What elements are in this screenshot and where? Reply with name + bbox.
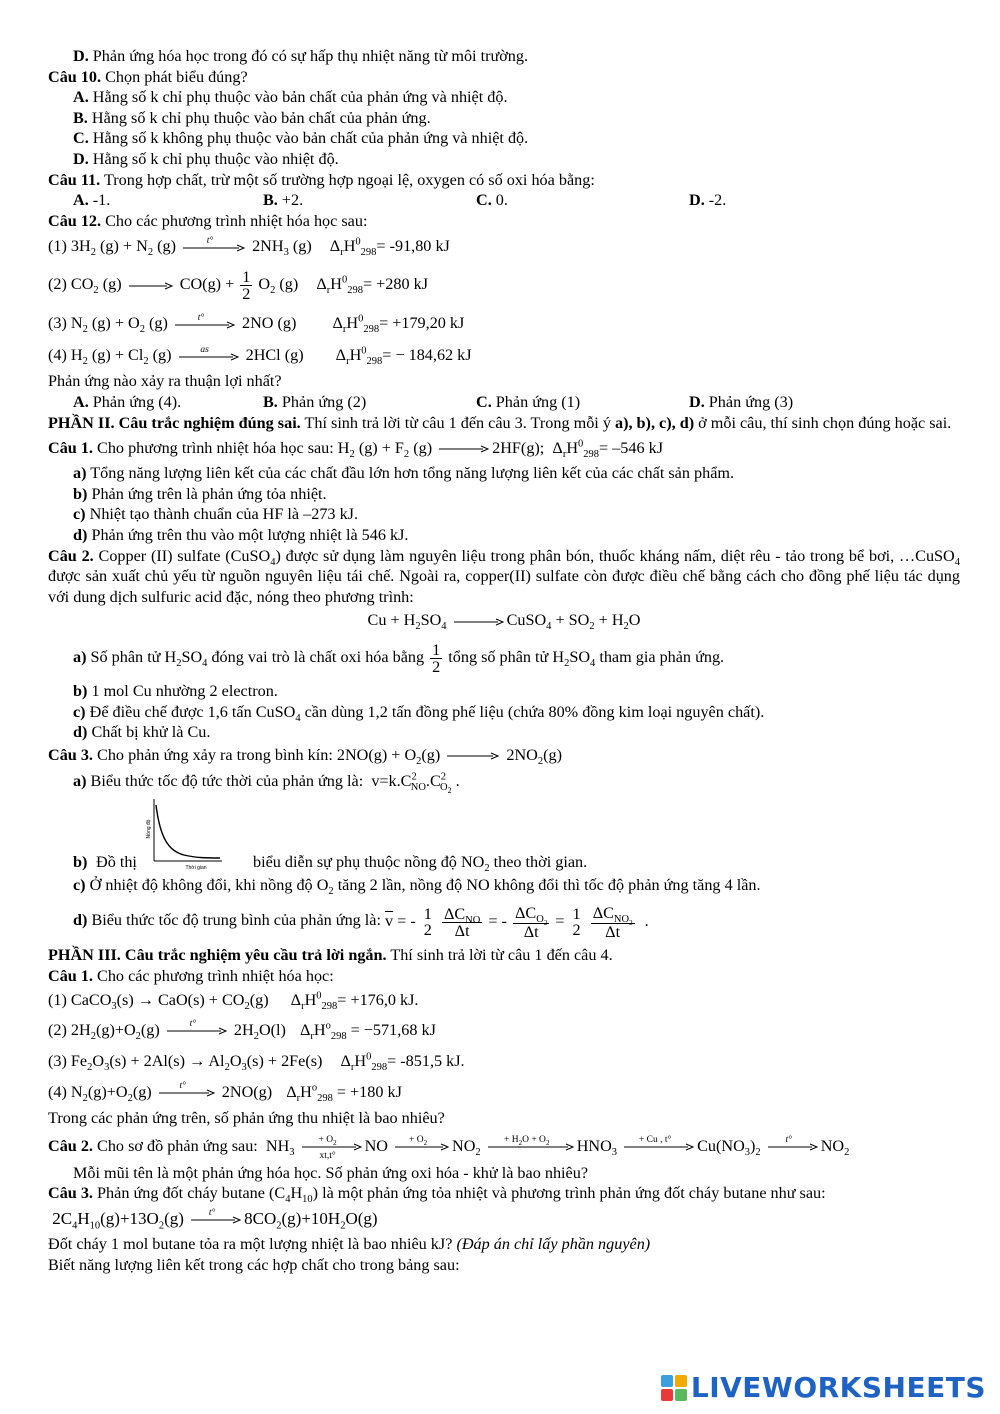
p3-q3-note: Biết năng lượng liên kết trong các hợp chất cho trong bảng sau: — [48, 1255, 460, 1274]
q12-equation-3: (3) $N_2$ $(g) + O_2$ (g) t° 2NO (g) $\Delta_rH^0_{298}= +179,20$ kJ — [48, 312, 465, 336]
graph-x-label: Thời gian — [185, 865, 207, 872]
q10-option-b[interactable]: B. Hằng số k chỉ phụ thuộc vào bản chất của phản ứng. — [73, 108, 431, 127]
q12-stem: Câu 12. Cho các phương trình nhiệt hóa học sau: — [48, 211, 368, 230]
arrow-icon: t° — [191, 1215, 241, 1225]
p2-q1-c[interactable]: c) Nhiệt tạo thành chuẩn của HF là –273 kJ. — [73, 505, 359, 524]
arrow-icon — [439, 444, 489, 454]
concentration-graph — [144, 795, 224, 873]
arrow-icon — [129, 281, 173, 291]
p3-q3-equation: $2C_4H_{10}(g)+13O_2(g)$ t° $8CO_2(g)+10H_2O(g)$ — [52, 1208, 378, 1232]
arrow-icon: t° — [159, 1088, 215, 1098]
p3-q1-eq2: (2) $2H_2(g)+O_2(g)$ t° $2H_2O(l) \Delta_rH^o_{298} = -571,68$ kJ — [48, 1019, 436, 1043]
brand-text: LIVEWORKSHEETS — [690, 1371, 986, 1404]
arrow-icon: t° — [167, 1026, 227, 1036]
liveworksheets-logo — [661, 1371, 986, 1404]
p2-q2-c[interactable]: c) Để điều chế được 1,6 tấn CuSO$_4$ cần dùng 1,2 tấn đồng phế liệu (chứa 80% đồng kim loại nguyên chất). — [73, 702, 765, 725]
p2-q2-stem: Câu 2. Copper (II) sulfate (CuSO$_4$) được sử dụng làm nguyên liệu trong phân bón, thuốc kháng nấm, diệt rêu - tảo trong bể bơi, …CuSO$_4$ được sản xuất chủ yếu từ nguồn nguyên liệu tái chế. Ngoài ra, copper(II) sulfate còn được điều chế bằng cách cho đồng phế liệu tác dụng với dung dịch sulfuric acid đặc, nóng theo phương trình: — [48, 546, 960, 606]
p3-q2-question: Mỗi mũi tên là một phản ứng hóa học. Số phản ứng oxi hóa - khử là bao nhiêu? — [73, 1163, 589, 1182]
p2-q1-d[interactable]: d) Phản ứng trên thu vào một lượng nhiệt là 546 kJ. — [73, 525, 409, 544]
q12-options — [48, 392, 960, 413]
p2-q1-stem: Câu 1. Cho phương trình nhiệt hóa học sau: $H_2$ $(g) + F_2$ (g) 2HF(g); $\Delta_rH^0_{298}= -546$ kJ — [48, 438, 664, 461]
arrow-icon: as — [179, 352, 239, 362]
p3-q1-stem: Câu 1. Cho các phương trình nhiệt hóa học: — [48, 966, 334, 985]
p2-q3-b[interactable]: b) Đồ thị Nồng độ Thời gian biểu diễn sự phụ thuộc nồng độ $NO_2$ theo thời gian. — [48, 795, 960, 875]
arrow-icon — [447, 751, 499, 761]
p2-q3-c[interactable]: c) Ở nhiệt độ không đổi, khi nồng độ $O_2$ tăng 2 lần, nồng độ NO không đổi thì tốc độ phản ứng tăng 4 lần. — [73, 876, 761, 898]
q12-equation-4: (4) $H_2$ $(g) + Cl_2$ (g) as 2HCl (g) $\Delta_rH^0_{298}= - 184,62$ kJ — [48, 344, 472, 368]
p2-q1-a[interactable]: a) Tổng năng lượng liên kết của các chất đầu lớn hơn tổng năng lượng liên kết của các chất sản phẩm. — [73, 464, 735, 483]
arrow-icon: t° — [183, 243, 245, 253]
document-page — [48, 46, 960, 1275]
arrow-icon: + Cu , t° — [624, 1142, 694, 1152]
q12-equation-2: (2) $CO_2$ (g) CO(g) + $\frac{1}{2}$ $O_2$ (g) $\Delta_rH^0_{298}= +280$ kJ — [48, 268, 428, 304]
p3-q3-question: Đốt cháy 1 mol butane tỏa ra một lượng nhiệt là bao nhiêu kJ? (Đáp án chỉ lấy phần nguyên) — [48, 1234, 651, 1253]
p3-q1-question: Trong các phản ứng trên, số phản ứng thu nhiệt là bao nhiêu? — [48, 1109, 445, 1128]
p3-q3-stem: Câu 3. Phản ứng đốt cháy butane $(C_4H_{10})$ là một phản ứng tỏa nhiệt và phương trình phản ứng đốt cháy butane như sau: — [48, 1184, 826, 1206]
q10-option-c[interactable]: C. Hằng số k không phụ thuộc vào bản chất của phản ứng và nhiệt độ. — [73, 129, 529, 148]
arrow-icon: + $O_2$ xt,t° — [302, 1142, 362, 1152]
arrow-icon: t° — [768, 1142, 818, 1152]
p2-q2-equation: $Cu + H_2SO_4$ CuSO$_4$ + $SO_2 + H_2O$ — [367, 611, 641, 633]
p2-q2-b[interactable]: b) 1 mol Cu nhường 2 electron. — [73, 682, 278, 701]
q11-option-d[interactable]: D. -2. — [689, 191, 727, 210]
p2-q1-b[interactable]: b) Phản ứng trên là phản ứng tỏa nhiệt. — [73, 484, 327, 503]
q11-option-c[interactable]: C. 0. — [476, 191, 508, 210]
q10-option-a[interactable]: A. Hằng số k chỉ phụ thuộc vào bản chất của phản ứng và nhiệt độ. — [73, 88, 508, 107]
p2-q2-a[interactable]: a) Số phân tử $H_2SO_4$ đóng vai trò là chất oxi hóa bằng $\frac{1}{2}$ tổng số phân tử $H_2SO_4$ tham gia phản ứng. — [73, 641, 725, 677]
fraction: $\frac{1}{2}$ — [242, 268, 251, 304]
q11-stem: Câu 11. Trong hợp chất, trừ một số trường hợp ngoại lệ, oxygen có số oxi hóa bằng: — [48, 170, 595, 189]
fraction: $\frac{1}{2}$ — [432, 641, 441, 677]
p2-q3-a[interactable]: a) Biểu thức tốc độ tức thời của phản ứng là: $v=k.C^2_{NO}.C^2_{O_2}$ . — [73, 771, 460, 796]
p3-q2-stem: Câu 2. Cho sơ đồ phản ứng sau: $NH_3$ + $O_2$ xt,t° NO + $O_2$ $NO_2$ + $H_2O + O_2$ $HNO_3$ + Cu , t° $Cu(NO_3)_2$ t° $NO_2$ — [48, 1135, 850, 1161]
rate-formula: $\overline{v}$ = - 1 2 $\frac{\Delta C_{NO}}{\Delta t}$ = - $\frac{\Delta C_{O_2}}{\Delta t}$ = 1 2 $\frac{\Delta C_{NO_2}}{\Delta t}$ . — [385, 903, 649, 941]
q10-option-d[interactable]: D. Hằng số k chỉ phụ thuộc vào nhiệt độ. — [73, 149, 339, 168]
arrow-icon: + $O_2$ — [395, 1142, 449, 1152]
p3-q1-eq3: (3) $Fe_2O_3(s) + 2Al(s) \to Al_2O_3(s) + 2Fe(s)$ $\Delta_rH^0_{298}= -851,5$ kJ. — [48, 1051, 465, 1074]
arrow-icon: t° — [175, 320, 235, 330]
p3-q1-eq4: (4) $N_2(g)+O_2(g)$ t° 2NO(g) $\Delta_rH^o_{298} = +180$ kJ — [48, 1081, 402, 1105]
q12-option-a[interactable]: A. Phản ứng (4). — [73, 392, 182, 411]
q11-option-b[interactable]: B. +2. — [263, 191, 304, 210]
graph-y-label: Nồng độ — [146, 819, 152, 839]
p2-q3-d[interactable]: d) Biểu thức tốc độ trung bình của phản ứng là: $\overline{v}$ = - 1 2 $\frac{\Delta C_{NO}}{\Delta t}$ = - $\frac{\Delta C_{O_2}}{\Delta t}$ = 1 2 $\frac{\Delta C_{NO_2}}{\Delta t}$ . — [48, 896, 960, 945]
q12-question: Phản ứng nào xảy ra thuận lợi nhất? — [48, 372, 282, 391]
q10-stem: Câu 10. Chọn phát biểu đúng? — [48, 67, 248, 86]
p2-q2-d[interactable]: d) Chất bị khử là Cu. — [73, 723, 211, 742]
q12-option-d[interactable]: D. Phản ứng (3) — [689, 392, 794, 411]
p2-q3-stem: Câu 3. Cho phản ứng xảy ra trong bình kín: $2NO(g) + O_2(g)$ $2NO_2(g)$ — [48, 746, 562, 768]
logo-grid-icon — [661, 1375, 687, 1401]
q12-option-c[interactable]: C. Phản ứng (1) — [476, 392, 581, 411]
arrow-icon — [454, 617, 504, 627]
p3-q1-eq1: (1) CaCO$_3$(s) → $CaO(s) + CO_2(g)$ $\Delta_rH^0_{298}= +176,0$ kJ. — [48, 990, 419, 1013]
q9-option-d: D. Phản ứng hóa học trong đó có sự hấp thụ nhiệt năng từ môi trường. — [73, 47, 529, 65]
part2-heading: PHẦN II. Câu trắc nghiệm đúng sai. Thí sinh trả lời từ câu 1 đến câu 3. Trong mỗi ý a), b), c), d) ở mỗi câu, thí sinh chọn đúng hoặc sai. — [48, 413, 952, 432]
q11-options — [48, 190, 960, 211]
part3-heading: PHẦN III. Câu trắc nghiệm yêu cầu trả lời ngắn. Thí sinh trả lời từ câu 1 đến câu 4. — [48, 945, 613, 964]
q12-option-b[interactable]: B. Phản ứng (2) — [263, 392, 367, 411]
arrow-icon: + $H_2O + O_2$ — [488, 1142, 574, 1152]
q12-equation-1: (1) $3H_2$ $(g) + N_2$ (g) t° $2NH_3$ (g) $\Delta_rH^0_{298}= -91,80$ kJ — [48, 235, 450, 259]
q11-option-a[interactable]: A. -1. — [73, 191, 111, 210]
